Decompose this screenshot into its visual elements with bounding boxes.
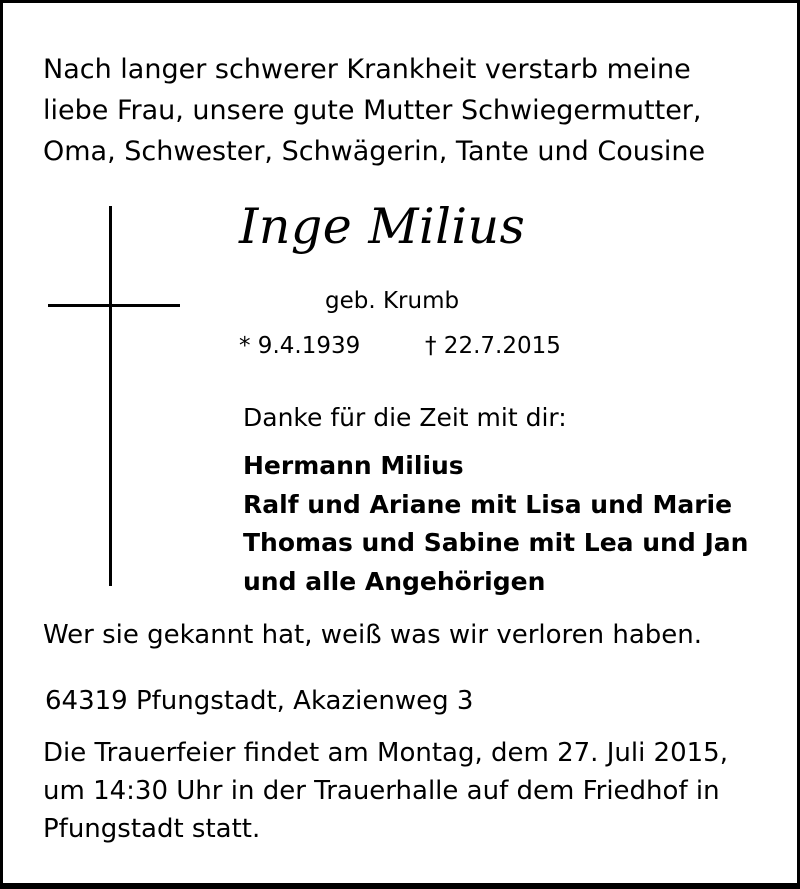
funeral-line: Die Trauerfeier findet am Montag, dem 27. Juli 2015, <box>43 738 728 768</box>
cross-icon-bar <box>48 304 180 307</box>
funeral-line: um 14:30 Uhr in der Trauerhalle auf dem Friedhof in <box>43 776 720 806</box>
intro-text <box>43 49 705 172</box>
intro-line: liebe Frau, unsere gute Mutter Schwiegermutter, <box>43 95 702 126</box>
born-name: geb. Krumb <box>325 288 460 314</box>
address: 64319 Pfungstadt, Akazienweg 3 <box>45 686 474 716</box>
mourner-line: Hermann Milius <box>243 451 464 480</box>
funeral-line: Pfungstadt statt. <box>43 814 261 844</box>
thanks-line: Danke für die Zeit mit dir: <box>243 403 567 432</box>
mourner-line: Thomas und Sabine mit Lea und Jan <box>243 528 749 557</box>
birth-date: * 9.4.1939 <box>239 333 361 359</box>
funeral-info <box>43 734 728 848</box>
mourner-line: und alle Angehörigen <box>243 566 546 596</box>
deceased-name: Inge Milius <box>239 198 526 255</box>
cross-icon <box>109 206 112 586</box>
mourner-line: Ralf und Ariane mit Lisa und Marie <box>243 489 733 519</box>
death-date: † 22.7.2015 <box>425 333 561 359</box>
mourners-list <box>243 447 748 601</box>
saying: Wer sie gekannt hat, weiß was wir verloren haben. <box>43 620 703 650</box>
intro-line: Oma, Schwester, Schwägerin, Tante und Cousine <box>43 136 706 167</box>
intro-line: Nach langer schwerer Krankheit verstarb meine <box>43 54 691 85</box>
